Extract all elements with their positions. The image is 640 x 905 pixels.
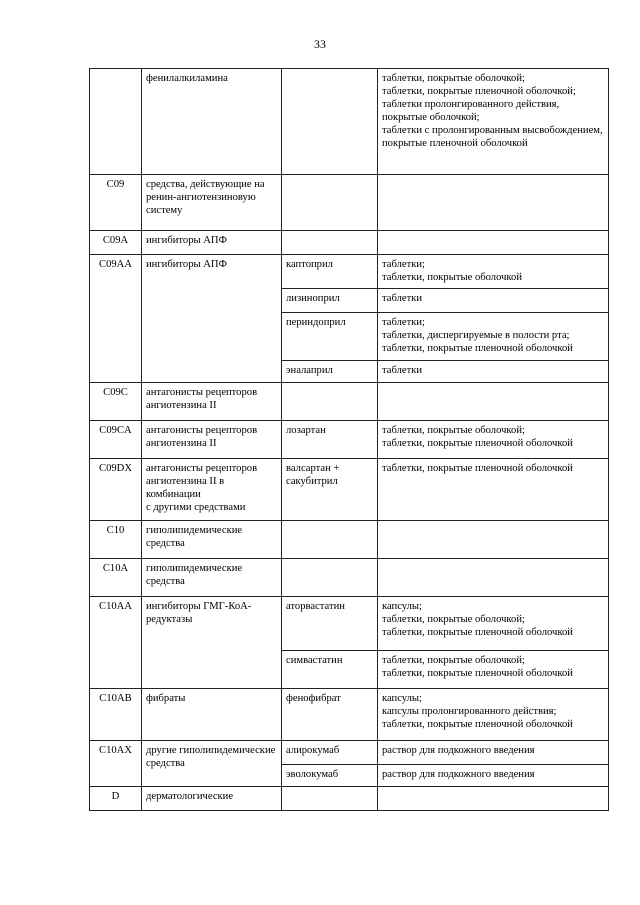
drug-name [282, 559, 378, 597]
dosage-forms: таблетки, покрытые пленочной оболочкой [378, 459, 609, 521]
table-row [90, 175, 609, 231]
drug-name: алирокумаб [282, 741, 378, 765]
drug-name: периндоприл [282, 313, 378, 361]
group-name: антагонисты рецепторов ангиотензина II [142, 383, 282, 421]
table-row [90, 69, 609, 175]
atc-code: C09DX [90, 459, 142, 521]
dosage-forms: таблетки; таблетки, покрытые оболочкой [378, 255, 609, 289]
dosage-forms [378, 559, 609, 597]
group-name: другие гиполипидемические средства [142, 741, 282, 787]
table-row [90, 459, 609, 521]
drug-name: каптоприл [282, 255, 378, 289]
dosage-forms: таблетки [378, 289, 609, 313]
dosage-forms [378, 787, 609, 811]
atc-code: C10 [90, 521, 142, 559]
dosage-forms: капсулы; таблетки, покрытые оболочкой; таблетки, покрытые пленочной оболочкой [378, 597, 609, 651]
table-row [90, 689, 609, 741]
dosage-forms: таблетки; таблетки, диспергируемые в полости рта; таблетки, покрытые пленочной оболочкой [378, 313, 609, 361]
drug-name: эволокумаб [282, 765, 378, 787]
atc-code: C09A [90, 231, 142, 255]
atc-code: C09AA [90, 255, 142, 383]
drug-name: аторвастатин [282, 597, 378, 651]
table-row [90, 559, 609, 597]
atc-code: C10AB [90, 689, 142, 741]
group-name: антагонисты рецепторов ангиотензина II [142, 421, 282, 459]
table-row [90, 787, 609, 811]
drug-name: лозартан [282, 421, 378, 459]
group-name: фенилалкиламина [142, 69, 282, 175]
atc-code: C09 [90, 175, 142, 231]
drug-name: фенофибрат [282, 689, 378, 741]
atc-code: D [90, 787, 142, 811]
drug-name [282, 383, 378, 421]
drug-name: симвастатин [282, 651, 378, 689]
dosage-forms [378, 231, 609, 255]
atc-code: C10AA [90, 597, 142, 689]
drug-name [282, 175, 378, 231]
drug-name: лизиноприл [282, 289, 378, 313]
group-name: антагонисты рецепторов ангиотензина II в комбинации с другими средствами [142, 459, 282, 521]
drug-name: эналаприл [282, 361, 378, 383]
dosage-forms: таблетки, покрытые оболочкой; таблетки, покрытые пленочной оболочкой [378, 651, 609, 689]
atc-code: C10AX [90, 741, 142, 787]
dosage-forms: таблетки [378, 361, 609, 383]
page-number: 33 [314, 37, 326, 51]
dosage-forms: таблетки, покрытые оболочкой; таблетки, покрытые пленочной оболочкой; таблетки пролонгированного действия, покрытые оболочкой; таблетки с пролонгированным высвобождением, покрытые пленочной оболочкой [378, 69, 609, 175]
group-name: гиполипидемические средства [142, 559, 282, 597]
atc-code: C09C [90, 383, 142, 421]
table-row [90, 521, 609, 559]
group-name: ингибиторы ГМГ-КоА-редуктазы [142, 597, 282, 689]
table-row [90, 383, 609, 421]
group-name: дерматологические [142, 787, 282, 811]
table-row [90, 231, 609, 255]
table-row [90, 421, 609, 459]
drug-name [282, 231, 378, 255]
group-name: гиполипидемические средства [142, 521, 282, 559]
drug-name [282, 787, 378, 811]
dosage-forms: капсулы; капсулы пролонгированного действия; таблетки, покрытые пленочной оболочкой [378, 689, 609, 741]
table-row [90, 597, 609, 651]
dosage-forms: раствор для подкожного введения [378, 765, 609, 787]
atc-code: C09CA [90, 421, 142, 459]
drug-name: валсартан + сакубитрил [282, 459, 378, 521]
dosage-forms: раствор для подкожного введения [378, 741, 609, 765]
group-name: фибраты [142, 689, 282, 741]
dosage-forms: таблетки, покрытые оболочкой; таблетки, покрытые пленочной оболочкой [378, 421, 609, 459]
atc-code: C10A [90, 559, 142, 597]
atc-code [90, 69, 142, 175]
drug-name [282, 521, 378, 559]
dosage-forms [378, 383, 609, 421]
drug-name [282, 69, 378, 175]
dosage-forms [378, 521, 609, 559]
group-name: ингибиторы АПФ [142, 231, 282, 255]
group-name: средства, действующие на ренин-ангиотензиновую систему [142, 175, 282, 231]
atc-drug-table [89, 68, 609, 811]
table-row [90, 741, 609, 765]
dosage-forms [378, 175, 609, 231]
group-name: ингибиторы АПФ [142, 255, 282, 383]
table-row [90, 255, 609, 289]
